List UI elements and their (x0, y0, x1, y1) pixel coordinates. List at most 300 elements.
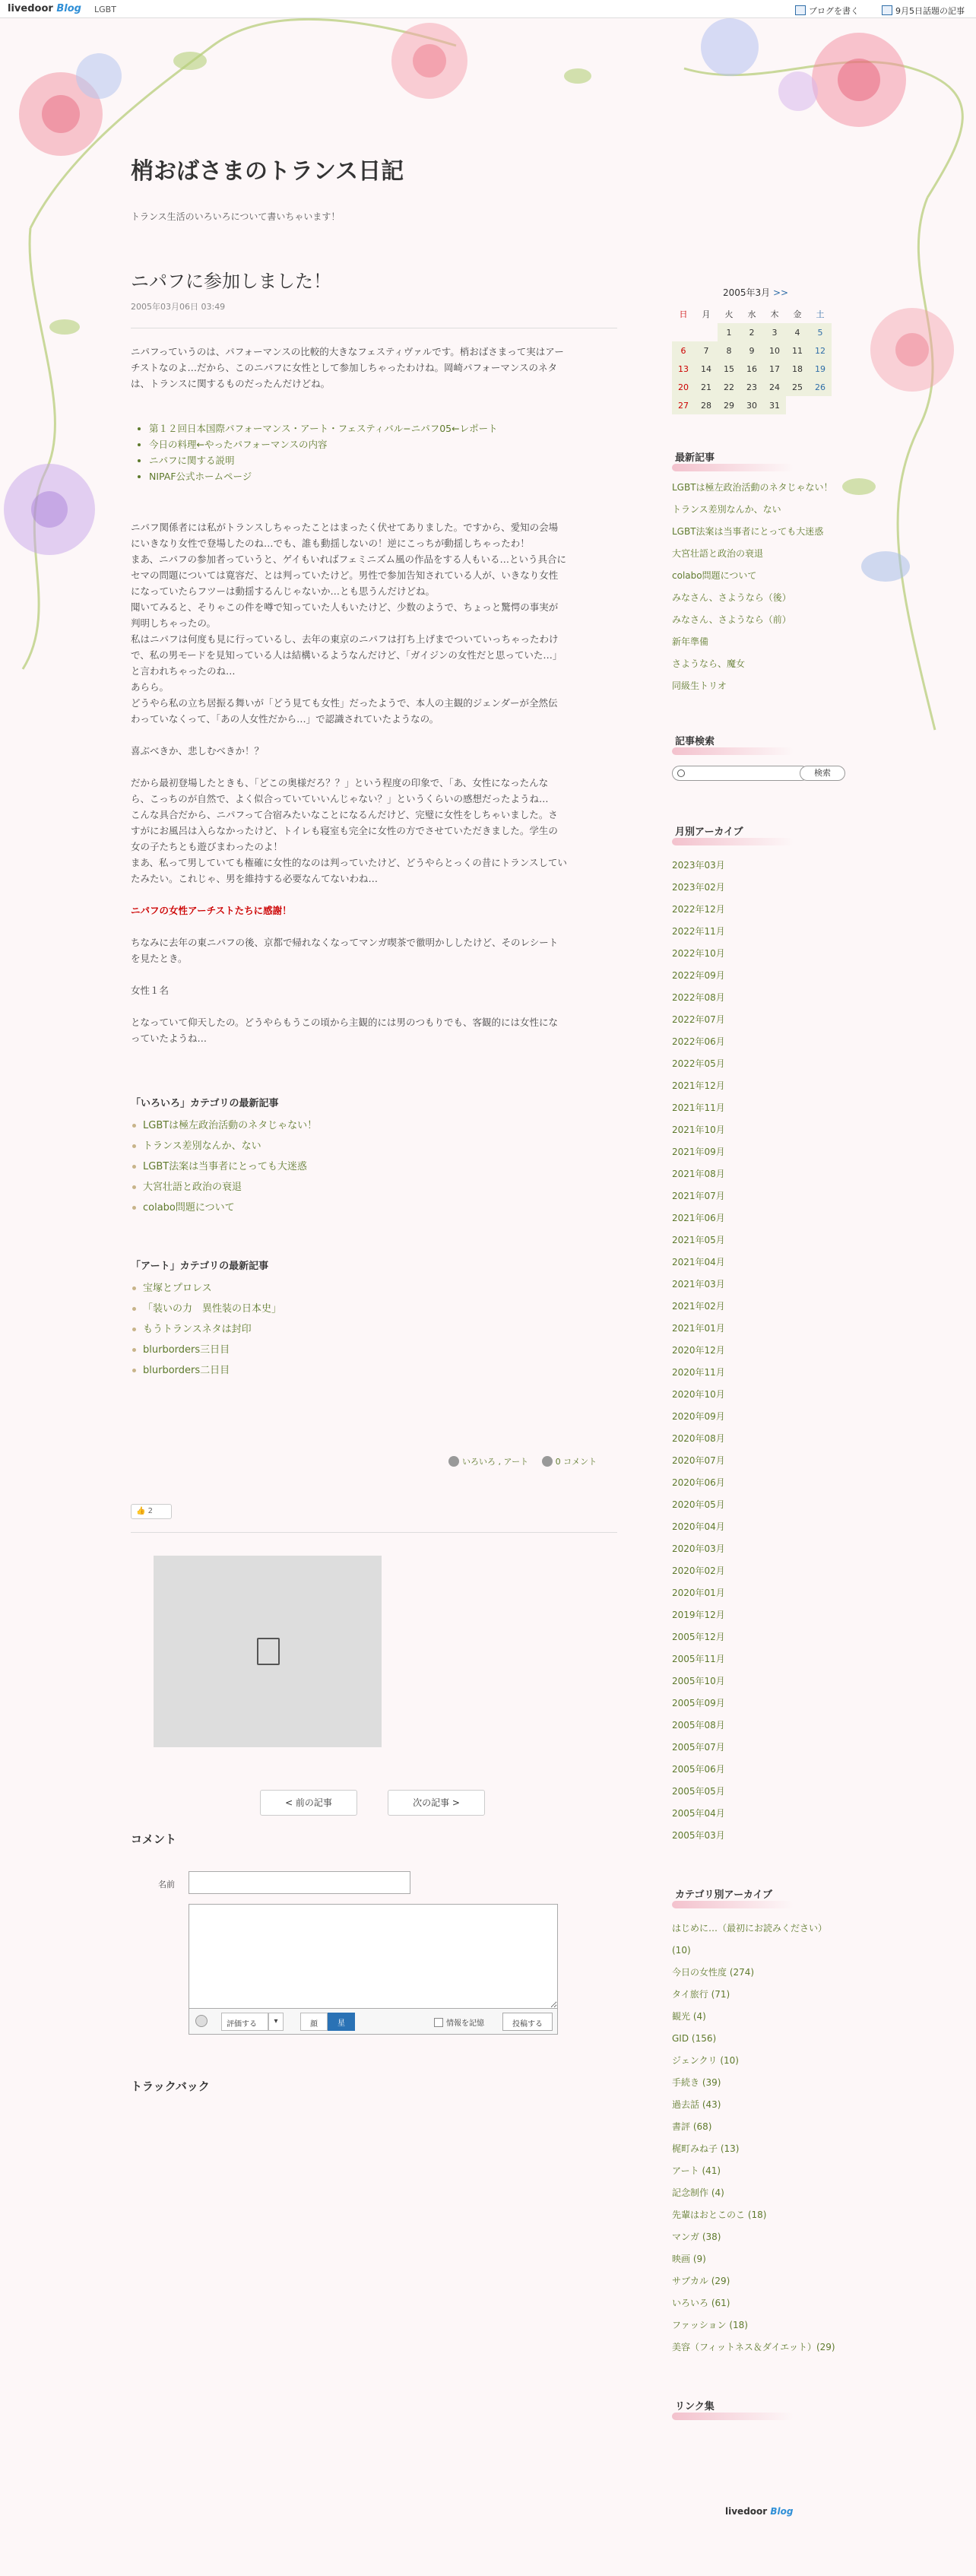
category-link[interactable]: いろいろ (61) (672, 2298, 730, 2308)
archive-month-item (672, 1670, 839, 1692)
calendar-day: 28 (695, 396, 718, 414)
related-links (149, 420, 617, 484)
weekday-header: 木 (770, 309, 779, 319)
calendar-day: 10 (763, 341, 786, 360)
body-line: すがにお風呂は入らなかったけど、トイレも寝室も完全に女性の方でさせていただきました。学生の (131, 825, 558, 836)
archive-month-item (672, 1737, 839, 1759)
category-item (672, 2028, 839, 2050)
recent-posts-list (672, 481, 839, 693)
article-categories-link[interactable]: いろいろ , アート (462, 1457, 529, 1467)
category-link[interactable]: GID (156) (672, 2033, 717, 2044)
archive-month-link[interactable]: 2005年09月 (672, 1698, 725, 1708)
calendar-next-link[interactable]: >> (772, 287, 789, 298)
archive-month-item (672, 1207, 839, 1229)
archive-month-item (672, 855, 839, 877)
category-item (672, 2248, 839, 2270)
comment-count-link[interactable]: 0 コメント (555, 1457, 597, 1467)
archive-month-link[interactable]: 2021年12月 (672, 1080, 725, 1091)
archive-month-link[interactable]: 2021年02月 (672, 1301, 725, 1312)
comment-name-input[interactable] (189, 1871, 410, 1894)
archive-month-link[interactable]: 2020年01月 (672, 1588, 725, 1598)
archive-month-item (672, 1119, 839, 1141)
archive-month-link[interactable]: 2023年02月 (672, 882, 725, 893)
archive-month-item (672, 1185, 839, 1207)
calendar-day (809, 396, 832, 414)
recent-post-item (672, 481, 839, 495)
calendar-day: 11 (786, 341, 809, 360)
calendar-day: 16 (740, 360, 763, 378)
archive-month-link[interactable]: 2020年11月 (672, 1367, 725, 1378)
recent-post-item (672, 569, 839, 583)
archive-month-item (672, 1781, 839, 1803)
like-button[interactable]: 👍 2 (131, 1504, 172, 1519)
recent-posts-heading: 最新記事 (672, 445, 839, 470)
category-item (672, 2226, 839, 2248)
category-archive-heading: カテゴリ別アーカイブ (672, 1882, 839, 1907)
archive-month-link[interactable]: 2022年12月 (672, 904, 725, 915)
category-link[interactable]: 映画 (9) (672, 2254, 706, 2264)
calendar-day: 20 (672, 378, 695, 396)
archive-month-link[interactable]: 2021年06月 (672, 1213, 725, 1223)
category-link[interactable]: 美容（フィットネス＆ダイエット）(29) (672, 2342, 835, 2352)
link-todays-cooking[interactable]: 今日の料理←やったパフォーマンスの内容 (149, 439, 328, 450)
link-nipaf-explanation[interactable]: ニパフに関する説明 (149, 455, 235, 466)
body-line: まあ、私って男していても権確に女性的なのは判っていたけど、どうやらとっくの昔にトランスしてい (131, 857, 567, 868)
archive-month-item (672, 987, 839, 1009)
body-line: セマの問題については寛容だ、とは判っていたけど。男性で参加告知されている人が、いきなり女性 (131, 569, 559, 581)
calendar-day: 1 (718, 323, 740, 341)
category-link[interactable]: 記念制作 (4) (672, 2187, 724, 2198)
archive-month-link[interactable]: 2020年08月 (672, 1433, 725, 1444)
category-latest-link[interactable]: 「装いの力 異性装の日本史」 (143, 1303, 282, 1315)
archive-month-item (672, 1362, 839, 1384)
archive-month-link[interactable]: 2005年03月 (672, 1830, 725, 1841)
monthly-archive (672, 819, 839, 1847)
category-link[interactable]: はじめに…（最初にお読みください）(10) (672, 1923, 828, 1956)
archive-month-link[interactable]: 2005年10月 (672, 1676, 725, 1686)
archive-month-item (672, 899, 839, 921)
archive-month-link[interactable]: 2021年09月 (672, 1147, 725, 1157)
category-item (672, 2006, 839, 2028)
calendar-day: 14 (695, 360, 718, 378)
archive-month-link[interactable]: 2022年11月 (672, 926, 725, 937)
calendar-day: 6 (672, 341, 695, 360)
footer-livedoor-logo[interactable]: livedoor Blog (725, 2506, 794, 2517)
calendar-day: 17 (763, 360, 786, 378)
calendar-month: 2005年3月 (722, 287, 771, 298)
archive-month-link[interactable]: 2005年04月 (672, 1808, 725, 1819)
archive-month-link[interactable]: 2022年05月 (672, 1058, 725, 1069)
archive-month-link[interactable]: 2021年01月 (672, 1323, 725, 1334)
category-latest-link[interactable]: blurborders三日目 (143, 1344, 230, 1356)
category-latest-link[interactable]: もうトランスネタは封印 (143, 1324, 252, 1335)
calendar-day: 31 (763, 396, 786, 414)
link-collection (672, 2394, 839, 2419)
calendar-day (786, 396, 809, 414)
category-item (672, 2314, 839, 2336)
archive-month-link[interactable]: 2020年09月 (672, 1411, 725, 1422)
category-item (672, 2292, 839, 2314)
weekday-header: 火 (724, 309, 734, 319)
recent-post-link[interactable]: みなさん、さようなら（前） (672, 614, 791, 625)
recent-post-link[interactable]: トランス差別なんか、ない (672, 504, 781, 515)
search-heading: 記事検索 (672, 728, 839, 753)
recent-post-link[interactable]: 大宮壮語と政治の衰退 (672, 548, 764, 559)
calendar (672, 286, 839, 414)
archive-month-link[interactable]: 2022年10月 (672, 948, 725, 959)
article-date: 2005年03月06日 03:49 (131, 300, 617, 328)
body-line: わっていなくって、「あの人女性だから…」で認識されていたようなの。 (131, 713, 439, 725)
recent-post-item (672, 679, 839, 693)
recent-post-item (672, 525, 839, 539)
top-bar (0, 0, 976, 18)
category-item (672, 2138, 839, 2160)
archive-month-link[interactable]: 2020年10月 (672, 1389, 725, 1400)
calendar-day: 23 (740, 378, 763, 396)
search-button[interactable]: 検索 (800, 766, 845, 781)
recent-post-link[interactable]: LGBT法案は当事者にとっても大迷惑 (672, 526, 824, 537)
recent-post-item (672, 613, 839, 627)
recent-post-link[interactable]: 新年準備 (672, 636, 709, 647)
archive-month-item (672, 1759, 839, 1781)
recent-post-link[interactable]: LGBTは極左政治活動のネタじゃない！ (672, 482, 833, 493)
category-latest-link[interactable]: 大宮壮語と政治の衰退 (143, 1182, 242, 1193)
recent-post-item (672, 503, 839, 517)
archive-month-item (672, 1009, 839, 1031)
archive-month-link[interactable]: 2021年04月 (672, 1257, 725, 1267)
category-link[interactable]: 書評 (68) (672, 2121, 712, 2132)
category-latest-title: 「いろいろ」カテゴリの最新記事 (131, 1098, 279, 1109)
checkbox-icon (434, 2018, 443, 2027)
body-line: ニパフ関係者には私がトランスしちゃったことはまったく伏せてありました。ですから、愛知の会場 (131, 522, 559, 533)
calendar-day: 22 (718, 378, 740, 396)
archive-month-item (672, 1340, 839, 1362)
body-line: あらら。 (131, 681, 170, 693)
recent-post-link[interactable]: colabo問題について (672, 570, 757, 581)
archive-month-link[interactable]: 2021年08月 (672, 1169, 725, 1179)
archive-month-item (672, 1428, 839, 1450)
livedoor-blog-logo[interactable]: livedoor Blog (8, 3, 81, 14)
body-line: 女の子たちとも遊びまわったのよ！ (131, 841, 283, 852)
calendar-day: 24 (763, 378, 786, 396)
article-title[interactable]: ニパフに参加しました！ (131, 271, 331, 292)
body-line: 私はニパフは何度も見に行っているし、去年の東京のニパフは打ち上げまでついていっちゃったわけ (131, 633, 559, 645)
category-link[interactable]: マンガ (38) (672, 2232, 721, 2242)
body-line: と言われちゃったのね… (131, 665, 236, 677)
sidebar (672, 281, 839, 2454)
search-input[interactable] (672, 766, 809, 781)
intro-line: ニパフっていうのは、パフォーマンスの比較的大きなフェスティヴァルです。梢おばさまって実はアー (131, 346, 564, 357)
category-link[interactable]: 梶町みね子 (13) (672, 2143, 740, 2154)
links-heading: リンク集 (672, 2394, 839, 2419)
archive-month-link[interactable]: 2005年06月 (672, 1764, 725, 1775)
star-rating-tab[interactable]: 星 (328, 2013, 355, 2031)
archive-month-item (672, 1296, 839, 1318)
category-latest-link[interactable]: colabo問題について (143, 1202, 235, 1213)
archive-month-item (672, 1318, 839, 1340)
name-label: 名前 (158, 1880, 175, 1889)
calendar-grid (672, 305, 832, 414)
comment-toolbar (189, 2009, 558, 2035)
pencil-icon (795, 5, 806, 15)
archive-month-item (672, 1604, 839, 1626)
category-link[interactable]: 先輩はおとこのこ (18) (672, 2210, 767, 2220)
category-latest-art (131, 1258, 617, 1381)
body-line: 喜ぶべきか、悲しむべきか！？ (131, 745, 265, 757)
archive-month-link[interactable]: 2020年05月 (672, 1499, 725, 1510)
calendar-days (672, 323, 832, 414)
link-nipaf-report[interactable]: 第１２回日本国際パフォーマンス・アート・フェスティバル−ニパフ05←レポート (149, 423, 498, 434)
emoji-icon[interactable] (195, 2015, 208, 2027)
archive-month-item (672, 1450, 839, 1472)
category-link[interactable]: ファッション (18) (672, 2320, 748, 2330)
archive-month-item (672, 1825, 839, 1847)
calendar-day: 26 (809, 378, 832, 396)
body-line: で、私の男モードを見知っている人は結構いるようなんだけど、「ガイジンの女性だと思っていた…」 (131, 649, 562, 661)
category-archive (672, 1882, 839, 2359)
category-item (672, 1984, 839, 2006)
body-line: まあ、ニパフの参加者っていうと、ゲイもいればフェミニズム風の作品をする人もいる…という具合に (131, 554, 567, 565)
remember-info-checkbox[interactable]: 情報を記憶 (434, 2016, 484, 2028)
article-body (131, 344, 617, 1046)
category-item (672, 1918, 839, 1962)
archive-month-item (672, 1494, 839, 1516)
recent-post-item (672, 635, 839, 649)
archive-month-link[interactable]: 2020年02月 (672, 1566, 725, 1576)
archive-month-link[interactable]: 2021年11月 (672, 1102, 725, 1113)
archive-month-link[interactable]: 2022年08月 (672, 992, 725, 1003)
post-comment-button[interactable]: 投稿する (502, 2013, 553, 2031)
category-item (672, 2270, 839, 2292)
article (131, 266, 617, 1381)
weekday-header: 金 (793, 309, 802, 319)
body-line: 判明しちゃったの。 (131, 617, 217, 629)
calendar-day: 27 (672, 396, 695, 414)
category-latest-link[interactable]: 宝塚とプロレス (143, 1283, 212, 1294)
archive-month-link[interactable]: 2020年06月 (672, 1477, 725, 1488)
monthly-archive-list (672, 855, 839, 1847)
category-item (672, 2072, 839, 2094)
comment-icon (542, 1456, 553, 1467)
calendar-day: 29 (718, 396, 740, 414)
category-item (672, 1962, 839, 1984)
recent-post-link[interactable]: 同級生トリオ (672, 680, 727, 691)
calendar-icon (882, 5, 892, 15)
monthly-archive-heading: 月別アーカイブ (672, 819, 839, 844)
calendar-day: 18 (786, 360, 809, 378)
archive-month-link[interactable]: 2021年05月 (672, 1235, 725, 1245)
category-item (672, 2050, 839, 2072)
category-link[interactable]: 今日の女性度 (274) (672, 1967, 755, 1978)
calendar-day (672, 323, 695, 341)
body-line: っていたようね… (131, 1033, 208, 1044)
calendar-day: 19 (809, 360, 832, 378)
next-article-button[interactable]: 次の記事 > (388, 1790, 485, 1816)
recent-post-link[interactable]: みなさん、さようなら（後） (672, 592, 791, 603)
write-blog-link[interactable]: ブログを書く (795, 5, 859, 17)
archive-month-link[interactable]: 2021年03月 (672, 1279, 725, 1290)
article-meta (448, 1455, 597, 1467)
calendar-day (695, 323, 718, 341)
category-item (672, 2336, 839, 2359)
category-item (672, 2182, 839, 2204)
category-item (672, 2094, 839, 2116)
body-line: だから最初登場したときも、「どこの奥様だろ？？」という程度の印象で、「あ、女性になったんな (131, 777, 549, 788)
body-line: になっていたらフツーは動揺するんじゃないか…とも思うんだけどね。 (131, 585, 436, 597)
calendar-day: 3 (763, 323, 786, 341)
category-link[interactable]: ジェンクリ (10) (672, 2055, 739, 2066)
archive-month-link[interactable]: 2020年04月 (672, 1521, 725, 1532)
archive-month-link[interactable]: 2021年10月 (672, 1125, 725, 1135)
broken-image-placeholder (154, 1556, 382, 1747)
link-nipaf-official[interactable]: NIPAF公式ホームページ (149, 471, 252, 482)
archive-month-item (672, 1803, 839, 1825)
calendar-day: 9 (740, 341, 763, 360)
archive-month-item (672, 921, 839, 943)
calendar-day: 13 (672, 360, 695, 378)
category-link[interactable]: 観光 (4) (672, 2011, 706, 2022)
archive-month-item (672, 1075, 839, 1097)
intro-line: チストなのよ…だから、このニパフに女性として参加しちゃったわけね。岡崎パフォーマンスのネタ (131, 362, 558, 373)
highlight-line: ニパフの女性アーチストたちに感謝！ (131, 905, 292, 916)
archive-month-link[interactable]: 2005年05月 (672, 1786, 725, 1797)
folder-icon (448, 1456, 459, 1467)
body-line: を見たとき。 (131, 953, 188, 964)
calendar-day: 12 (809, 341, 832, 360)
category-item (672, 2160, 839, 2182)
comment-body-textarea[interactable] (189, 1904, 558, 2009)
category-latest-link[interactable]: トランス差別なんか、ない (143, 1140, 261, 1152)
archive-month-link[interactable]: 2005年11月 (672, 1654, 725, 1664)
category-latest-link[interactable]: LGBT法案は当事者にとっても大迷惑 (143, 1161, 307, 1172)
archive-month-item (672, 1538, 839, 1560)
trackback-heading: トラックバック (131, 2080, 210, 2093)
archive-month-item (672, 965, 839, 987)
archive-month-item (672, 1274, 839, 1296)
blog-description: トランス生活のいろいろについて書いちゃいます！ (131, 211, 341, 222)
comments-heading: コメント (131, 1832, 177, 1846)
intro-line: は、トランスに関するものだったんだけどね。 (131, 378, 331, 389)
archive-month-item (672, 1472, 839, 1494)
calendar-day: 5 (809, 323, 832, 341)
archive-month-link[interactable]: 2019年12月 (672, 1610, 725, 1620)
archive-month-link[interactable]: 2023年03月 (672, 860, 725, 871)
blog-title[interactable]: 梢おばさまのトランス日記 (131, 158, 404, 185)
archive-month-item (672, 1031, 839, 1053)
like-count: 2 (147, 1507, 154, 1515)
archive-month-item (672, 1097, 839, 1119)
archive-month-item (672, 1692, 839, 1715)
weekday-header: 月 (702, 309, 711, 319)
body-line: こんな具合だから、ニパフって合宿みたいなことになるんだけど、完璧に女性をしちゃいました。さ (131, 809, 558, 820)
archive-month-item (672, 1406, 839, 1428)
archive-month-link[interactable]: 2021年07月 (672, 1191, 725, 1201)
archive-month-item (672, 1516, 839, 1538)
archive-month-link[interactable]: 2022年06月 (672, 1036, 725, 1047)
calendar-day: 25 (786, 378, 809, 396)
weekday-header: 水 (747, 309, 756, 319)
archive-month-link[interactable]: 2020年07月 (672, 1455, 725, 1466)
calendar-day: 21 (695, 378, 718, 396)
calendar-day: 15 (718, 360, 740, 378)
archive-month-link[interactable]: 2005年12月 (672, 1632, 725, 1642)
recent-post-item (672, 657, 839, 671)
weekday-header: 日 (679, 309, 688, 319)
archive-month-link[interactable]: 2022年07月 (672, 1014, 725, 1025)
rate-select[interactable]: 評価する (221, 2013, 268, 2031)
archive-month-link[interactable]: 2020年03月 (672, 1543, 725, 1554)
body-line: ら、こっちのが自然で、よく似合っていていいんじゃない？」というくらいの感想だったようね… (131, 793, 549, 804)
category-link[interactable]: サブカル (29) (672, 2276, 730, 2286)
category-latest-link[interactable]: blurborders二日目 (143, 1365, 230, 1376)
body-line: にいきなり女性で登場したのね…でも、誰も動揺しないの！逆にこっちが動揺しちゃったわ！ (131, 538, 530, 549)
body-line: どうやら私の立ち居振る舞いが「どう見ても女性」だったようで、本人の主観的ジェンダーが全然伝 (131, 697, 558, 709)
topbar-tag-link[interactable]: LGBT (94, 5, 116, 14)
archive-month-item (672, 1229, 839, 1252)
divider (131, 1532, 617, 1533)
calendar-day: 2 (740, 323, 763, 341)
body-line: ちなみに去年の東ニパフの後、京都で帰れなくなってマンガ喫茶で徹明かししたけど、そのレシート (131, 937, 559, 948)
calendar-day: 4 (786, 323, 809, 341)
archive-month-link[interactable]: 2005年08月 (672, 1720, 725, 1731)
category-archive-list (672, 1918, 839, 2359)
calendar-day: 7 (695, 341, 718, 360)
article-search (672, 728, 839, 784)
category-link[interactable]: アート (41) (672, 2165, 721, 2176)
category-item (672, 2116, 839, 2138)
archive-month-item (672, 1626, 839, 1648)
prev-article-button[interactable]: < 前の記事 (260, 1790, 357, 1816)
archive-month-item (672, 1715, 839, 1737)
calendar-day: 30 (740, 396, 763, 414)
archive-month-item (672, 1252, 839, 1274)
category-link[interactable]: 手続き (39) (672, 2077, 721, 2088)
category-latest-iroiro (131, 1095, 617, 1218)
archive-month-item (672, 877, 839, 899)
category-latest-title: 「アート」カテゴリの最新記事 (131, 1261, 269, 1272)
recent-posts (672, 445, 839, 693)
archive-month-item (672, 1163, 839, 1185)
trending-articles-link[interactable]: 9月5日話題の記事 (882, 5, 965, 17)
archive-month-link[interactable]: 2005年07月 (672, 1742, 725, 1753)
archive-month-item (672, 1053, 839, 1075)
archive-month-item (672, 943, 839, 965)
recent-post-link[interactable]: さようなら、魔女 (672, 658, 746, 669)
body-line: となっていて仰天したの。どうやらもうこの頃から主観的には男のつもりでも、客観的には女性にな (131, 1017, 559, 1028)
archive-month-link[interactable]: 2020年12月 (672, 1345, 725, 1356)
archive-month-link[interactable]: 2022年09月 (672, 970, 725, 981)
body-line: 女性１名 (131, 985, 170, 996)
broken-image-icon (257, 1638, 280, 1665)
calendar-day: 8 (718, 341, 740, 360)
category-link[interactable]: 過去話 (43) (672, 2099, 721, 2110)
recent-post-item (672, 591, 839, 605)
body-line: たみたい。これじゃ、男を維持する必要なんてないわね… (131, 873, 379, 884)
recent-post-item (672, 547, 839, 561)
category-latest-link[interactable]: LGBTは極左政治活動のネタじゃない！ (143, 1120, 318, 1131)
weekday-header: 土 (816, 309, 825, 319)
face-rating-tab[interactable]: 顔 (300, 2013, 328, 2031)
archive-month-item (672, 1648, 839, 1670)
chevron-down-icon[interactable]: ▾ (268, 2013, 284, 2031)
archive-month-item (672, 1384, 839, 1406)
archive-month-item (672, 1141, 839, 1163)
archive-month-item (672, 1560, 839, 1582)
body-line: 聞いてみると、そりゃこの件を噂で知っていた人もいたけど、少数のようで、ちょっと驚愕の事実が (131, 601, 559, 613)
category-item (672, 2204, 839, 2226)
category-link[interactable]: タイ旅行 (71) (672, 1989, 730, 2000)
archive-month-item (672, 1582, 839, 1604)
